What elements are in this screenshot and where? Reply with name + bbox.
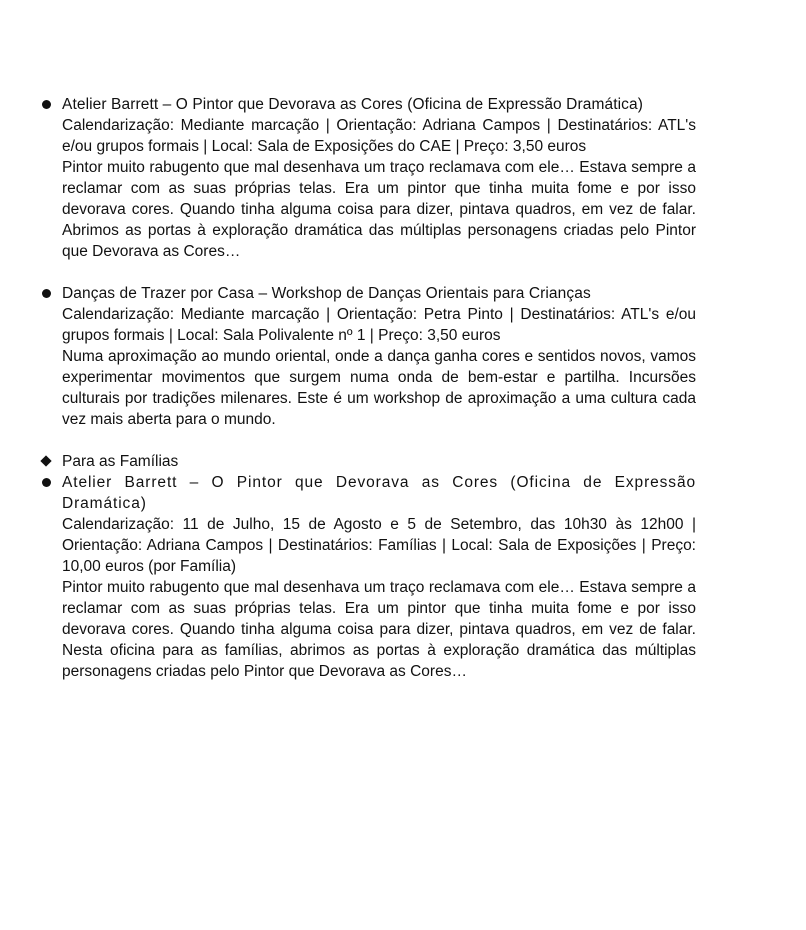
activity-title: Atelier Barrett – O Pintor que Devorava as Cores (Oficina de Expressão Dramática): [62, 474, 696, 512]
activity-description: Pintor muito rabugento que mal desenhava um traço reclamava com ele… Estava sempre a reclamar com as suas próprias telas. Era um pintor que tinha muita fome e por isso devorava cores. Quando tinha alguma coisa para dizer, pintava quadros, em vez de falar. Abrimos as portas à exploração dramática das múltiplas personagens criadas pelo Pintor que Devorava as Cores…: [62, 159, 696, 260]
section-heading-text: Para as Famílias: [62, 453, 179, 470]
document-body: [40, 94, 696, 682]
activity-details: Calendarização: 11 de Julho, 15 de Agosto e 5 de Setembro, das 10h30 às 12h00 | Orientação: Adriana Campos | Destinatários: Famílias | Local: Sala de Exposições | Preço: 10,00 euros (por Família): [62, 516, 696, 575]
section-heading: [40, 451, 696, 472]
activity-details: Calendarização: Mediante marcação | Orientação: Petra Pinto | Destinatários: ATL's e/ou grupos formais | Local: Sala Polivalente nº 1 | Preço: 3,50 euros: [62, 306, 696, 344]
activity-entry: [40, 283, 696, 430]
activity-title: Atelier Barrett – O Pintor que Devorava as Cores (Oficina de Expressão Dramática): [62, 96, 643, 113]
family-activity-entry: [40, 472, 696, 682]
bullet-icon: [42, 478, 51, 487]
activity-description: Pintor muito rabugento que mal desenhava um traço reclamava com ele… Estava sempre a reclamar com as suas próprias telas. Era um pintor que tinha muita fome e por isso devorava cores. Quando tinha alguma coisa para dizer, pintava quadros, em vez de falar. Nesta oficina para as famílias, abrimos as portas à exploração dramática das múltiplas personagens criadas pelo Pintor que Devorava as Cores…: [62, 579, 696, 680]
bullet-icon: [42, 289, 51, 298]
bullet-icon: [42, 100, 51, 109]
diamond-bullet-icon: [40, 455, 51, 466]
activity-description: Numa aproximação ao mundo oriental, onde a dança ganha cores e sentidos novos, vamos experimentar movimentos que surgem numa onda de bem-estar e partilha. Incursões culturais por tradições milenares. Este é um workshop de aproximação a uma cultura cada vez mais aberta para o mundo.: [62, 348, 696, 428]
activity-title: Danças de Trazer por Casa – Workshop de Danças Orientais para Crianças: [62, 285, 591, 302]
activity-details: Calendarização: Mediante marcação | Orientação: Adriana Campos | Destinatários: ATL's e/ou grupos formais | Local: Sala de Exposições do CAE | Preço: 3,50 euros: [62, 117, 696, 155]
activity-entry: [40, 94, 696, 262]
